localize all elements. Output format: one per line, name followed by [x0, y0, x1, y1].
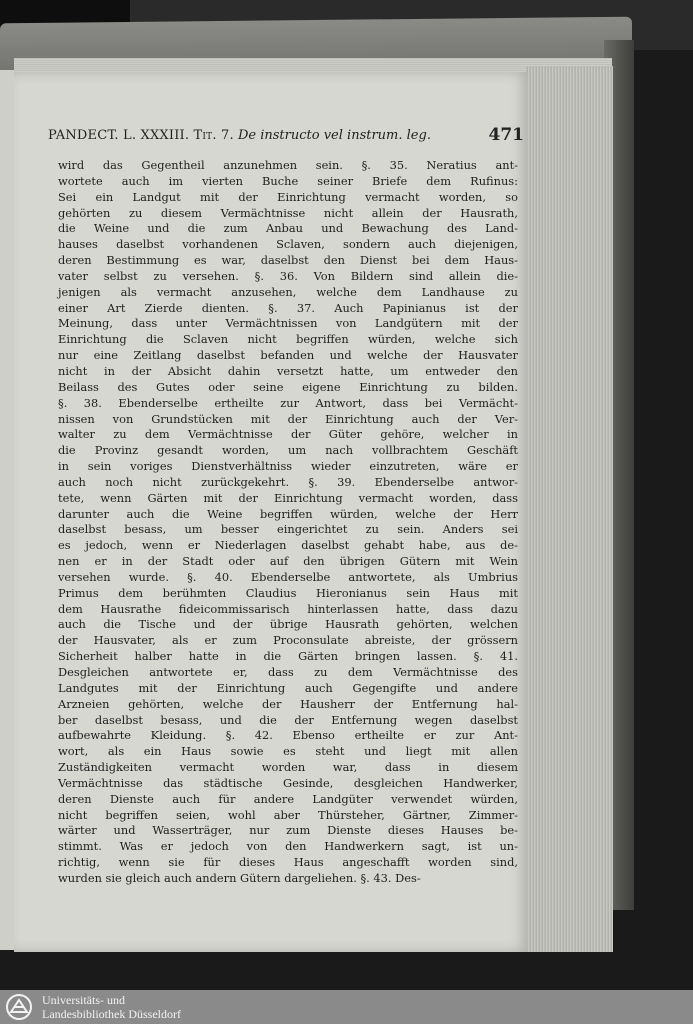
header-title: PANDECT. L. XXXIII. Tit. 7.	[48, 128, 234, 143]
text-line: Sicherheit halber hatte in die Gärten bringen lassen. §. 41.	[58, 649, 518, 664]
text-line: auch noch nicht zurückgekehrt. §. 39. Ebenderselbe antwor-	[58, 474, 518, 489]
text-line: dem Hausrathe fideicommissarisch hinterlassen hatte, dass dazu	[58, 601, 518, 616]
text-line: tete, wenn Gärten mit der Einrichtung vermacht worden, dass	[58, 490, 518, 505]
text-line: einer Art Zierde dienten. §. 37. Auch Papinianus ist der	[58, 300, 518, 315]
text-line: wortete auch im vierten Buche seiner Briefe dem Rufinus:	[58, 173, 518, 188]
text-line: §. 38. Ebenderselbe ertheilte zur Antwort, dass bei Vermächt-	[58, 395, 518, 410]
text-line: wärter und Wasserträger, nur zum Dienste dieses Hauses be-	[58, 823, 518, 838]
library-name[interactable]	[42, 993, 181, 1021]
text-line: versehen wurde. §. 40. Ebenderselbe antwortete, als Umbrius	[58, 569, 518, 584]
text-line: wort, als ein Haus sowie es steht und liegt mit allen	[58, 744, 518, 759]
text-line: der Hausvater, als er zum Proconsulate abreiste, der grössern	[58, 633, 518, 648]
text-line: es jedoch, wenn er Niederlagen daselbst gehabt habe, aus de-	[58, 538, 518, 553]
text-line: die Provinz gesandt worden, um nach vollbrachtem Geschäft	[58, 443, 518, 458]
text-line: nicht in der Absicht dahin versetzt hatte, um entweder den	[58, 363, 518, 378]
text-line: Beilass des Gutes oder seine eigene Einrichtung zu bilden.	[58, 379, 518, 394]
text-line: nicht begriffen seien, wohl aber Thürsteher, Gärtner, Zimmer-	[58, 807, 518, 822]
text-line: deren Dienste auch für andere Landgüter verwendet würden,	[58, 791, 518, 806]
text-line: Meinung, dass unter Vermächtnissen von Landgütern mit der	[58, 316, 518, 331]
text-line: wurden sie gleich auch andern Gütern dargeliehen. §. 43. Des-	[58, 870, 421, 885]
library-name-line2: Landesbibliothek Düsseldorf	[42, 1007, 181, 1021]
text-line: in sein voriges Dienstverhältniss wieder einzutreten, wäre er	[58, 459, 518, 474]
header-subtitle: De instructo vel instrum. leg.	[237, 128, 431, 143]
text-line: aufbewahrte Kleidung. §. 42. Ebenso ertheilte er zur Ant-	[58, 728, 518, 743]
text-line: nissen von Grundstücken mit der Einrichtung auch der Ver-	[58, 411, 518, 426]
text-line: Einrichtung die Sclaven nicht begriffen würden, welche sich	[58, 332, 518, 347]
text-line: Vermächtnisse das städtische Gesinde, desgleichen Handwerker,	[58, 775, 518, 790]
text-line: stimmt. Was er jedoch von den Handwerkern sagt, ist un-	[58, 839, 518, 854]
text-line: auch die Tische und der übrige Hausrath gehörten, welchen	[58, 617, 518, 632]
text-line: Landgutes mit der Einrichtung auch Gegengifte und andere	[58, 680, 518, 695]
text-line: Arzneien gehörten, welche der Hausherr der Entfernung hal-	[58, 696, 518, 711]
ulb-logo-icon[interactable]	[4, 993, 34, 1021]
text-line: nen er in der Stadt oder auf den übrigen Gütern mit Wein	[58, 554, 518, 569]
text-line: wird das Gegentheil anzunehmen sein. §. 35. Neratius ant-	[58, 158, 518, 172]
text-line: gehörten zu diesem Vermächtnisse nicht allein der Hausrath,	[58, 205, 518, 220]
text-line: deren Bestimmung es war, daselbst den Dienst bei dem Haus-	[58, 253, 518, 268]
text-line: walter zu dem Vermächtnisse der Güter gehöre, welcher in	[58, 427, 518, 442]
library-name-line1: Universitäts- und	[42, 993, 125, 1007]
library-footer	[0, 990, 693, 1024]
text-line: nur eine Zeitlang daselbst befanden und welche der Hausvater	[58, 348, 518, 363]
page-stack-right	[525, 66, 613, 952]
text-line: Desgleichen antwortete er, dass zu dem Vermächtnisse des	[58, 665, 518, 679]
text-line: hauses daselbst vorhandenen Sclaven, sondern auch diejenigen,	[58, 237, 518, 252]
text-line: die Weine und die zum Anbau und Bewachung des Land-	[58, 221, 518, 236]
text-line: richtig, wenn sie für dieses Haus angeschafft worden sind,	[58, 855, 518, 870]
text-line: Sei ein Landgut mit der Einrichtung vermacht worden, so	[58, 189, 518, 204]
text-line: daselbst besass, um besser eingerichtet zu sein. Anders sei	[58, 522, 518, 537]
text-line: Primus dem berühmten Claudius Hieronianus sein Haus mit	[58, 585, 518, 600]
running-header	[48, 125, 524, 150]
text-line: Zuständigkeiten vermacht worden war, dass in diesem	[58, 760, 518, 775]
text-line: darunter auch die Weine begriffen würden, welche der Herr	[58, 506, 518, 521]
text-line: ber daselbst besass, und die der Entfernung wegen daselbst	[58, 712, 518, 727]
page-number: 471	[488, 125, 524, 145]
text-line: jenigen als vermacht anzusehen, welche dem Landhause zu	[58, 284, 518, 299]
text-line: vater selbst zu versehen. §. 36. Von Bildern sind allein die-	[58, 268, 518, 283]
page-body-text	[58, 158, 518, 887]
